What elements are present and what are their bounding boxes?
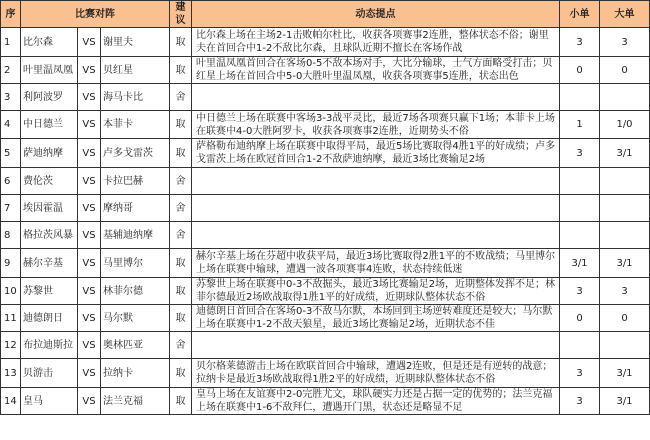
row-num: 7 <box>1 195 21 222</box>
vs-label: VS <box>78 84 101 111</box>
row-num: 9 <box>1 249 21 278</box>
notes-cell: 皇马上场在友谊赛中2-0完胜尤文，球队硬实力还是占据一定的优势的；法兰克福上场在联赛中1-6不敌拜仁，遭遇开门黑，状态还是略显不足 <box>192 388 560 415</box>
row-num: 11 <box>1 305 21 332</box>
notes-cell: 苏黎世上场在联赛中0-3不敌掘头，最近3场比赛输足2场，近期整体发挥不足；林菲尔德最近2场欧战取得1胜1平的好成绩，近期球队整体状态不俗 <box>192 278 560 305</box>
small-odds <box>560 332 600 359</box>
notes-cell: 迪德朗日首回合在客场0-3不敌马尔默，本场回到主场逆转难度还是较大；马尔默上场在联赛中1-2不敌天狼星，最近3场比赛输足2场，近期状态不佳 <box>192 305 560 332</box>
notes-cell: 中日德兰上场在联赛中客场3-3战平灵比，最近7场各项赛只赢下1场；本菲卡上场在联赛中4-0大胜阿罗卡，收获各项赛事2连胜，近期势头不俗 <box>192 111 560 139</box>
big-odds: 0 <box>600 305 650 332</box>
vs-label: VS <box>78 139 101 168</box>
big-odds: 3/1 <box>600 388 650 415</box>
away-team: 海马卡比 <box>101 84 170 111</box>
table-row <box>1 57 650 84</box>
notes-cell: 叶里温凤凰首回合在客场0-5不敌本场对手，大比分输球，士气方面略受打击；贝红星上场在首回合中5-0大胜叶里温凤凰，收获各项赛事5连胜，状态出色 <box>192 57 560 84</box>
away-team: 谢里夫 <box>101 28 170 57</box>
advice-cell: 取 <box>170 278 192 305</box>
table-row <box>1 139 650 168</box>
row-num: 13 <box>1 359 21 388</box>
small-odds <box>560 84 600 111</box>
big-odds <box>600 195 650 222</box>
table-row <box>1 111 650 139</box>
home-team: 利阿波罗 <box>21 84 78 111</box>
row-num: 4 <box>1 111 21 139</box>
notes-cell: 赫尔辛基上场在芬超中收获平局，最近3场比赛取得2胜1平的不败战绩；马里博尔上场在联赛中输球，遭遇一波各项赛事4连败，状态持续低迷 <box>192 249 560 278</box>
big-odds: 3/1 <box>600 249 650 278</box>
header-big: 大单 <box>600 1 650 28</box>
header-advice: 建议 <box>170 1 192 28</box>
small-odds: 3/1 <box>560 249 600 278</box>
small-odds: 3 <box>560 278 600 305</box>
vs-label: VS <box>78 249 101 278</box>
away-team: 拉纳卡 <box>101 359 170 388</box>
home-team: 迪德朗日 <box>21 305 78 332</box>
small-odds <box>560 168 600 195</box>
vs-label: VS <box>78 359 101 388</box>
advice-cell: 取 <box>170 28 192 57</box>
big-odds: 1/0 <box>600 111 650 139</box>
vs-label: VS <box>78 388 101 415</box>
table-row <box>1 359 650 388</box>
small-odds: 0 <box>560 305 600 332</box>
home-team: 皇马 <box>21 388 78 415</box>
small-odds: 3 <box>560 139 600 168</box>
vs-label: VS <box>78 168 101 195</box>
home-team: 比尔森 <box>21 28 78 57</box>
row-num: 3 <box>1 84 21 111</box>
away-team: 卢多戈雷茨 <box>101 139 170 168</box>
away-team: 马里博尔 <box>101 249 170 278</box>
small-odds: 3 <box>560 388 600 415</box>
away-team: 基辅迪纳摩 <box>101 222 170 249</box>
vs-label: VS <box>78 28 101 57</box>
home-team: 中日德兰 <box>21 111 78 139</box>
big-odds <box>600 168 650 195</box>
small-odds <box>560 222 600 249</box>
home-team: 贝游击 <box>21 359 78 388</box>
header-row <box>1 1 650 28</box>
small-odds <box>560 195 600 222</box>
row-num: 8 <box>1 222 21 249</box>
table-row <box>1 388 650 415</box>
row-num: 12 <box>1 332 21 359</box>
header-notes: 动态提点 <box>192 1 560 28</box>
big-odds <box>600 222 650 249</box>
away-team: 奥林匹亚 <box>101 332 170 359</box>
big-odds: 3 <box>600 278 650 305</box>
row-num: 14 <box>1 388 21 415</box>
big-odds: 3 <box>600 28 650 57</box>
vs-label: VS <box>78 195 101 222</box>
table-row <box>1 249 650 278</box>
advice-cell: 取 <box>170 57 192 84</box>
small-odds: 1 <box>560 111 600 139</box>
big-odds <box>600 332 650 359</box>
vs-label: VS <box>78 332 101 359</box>
advice-cell: 舍 <box>170 195 192 222</box>
table-row <box>1 278 650 305</box>
notes-cell: 贝尔格莱德游击上场在欧联首回合中输球，遭遇2连败，但是还是有逆转的战意；拉纳卡是最近3场欧战取得1胜2平的好成绩，近期球队整体状态不俗 <box>192 359 560 388</box>
big-odds: 0 <box>600 57 650 84</box>
notes-cell <box>192 168 560 195</box>
small-odds: 3 <box>560 28 600 57</box>
notes-cell: 比尔森上场在主场2-1击败帕尔杜比，收获各项赛事2连胜，整体状态不俗；谢里夫在首回合中1-2不敌比尔森，且球队近期不擅长在客场作战 <box>192 28 560 57</box>
vs-label: VS <box>78 278 101 305</box>
vs-label: VS <box>78 305 101 332</box>
table-row <box>1 305 650 332</box>
row-num: 6 <box>1 168 21 195</box>
notes-cell <box>192 84 560 111</box>
vs-label: VS <box>78 222 101 249</box>
row-num: 10 <box>1 278 21 305</box>
away-team: 贝红星 <box>101 57 170 84</box>
advice-cell: 取 <box>170 139 192 168</box>
home-team: 叶里温凤凰 <box>21 57 78 84</box>
away-team: 摩纳哥 <box>101 195 170 222</box>
home-team: 埃因霍温 <box>21 195 78 222</box>
table-row <box>1 332 650 359</box>
big-odds: 3/1 <box>600 359 650 388</box>
home-team: 萨迪纳摩 <box>21 139 78 168</box>
table-row <box>1 222 650 249</box>
vs-label: VS <box>78 57 101 84</box>
vs-label: VS <box>78 111 101 139</box>
small-odds: 0 <box>560 57 600 84</box>
advice-cell: 取 <box>170 359 192 388</box>
advice-cell: 舍 <box>170 168 192 195</box>
home-team: 格拉茨风暴 <box>21 222 78 249</box>
home-team: 布拉迪斯拉 <box>21 332 78 359</box>
advice-cell: 舍 <box>170 84 192 111</box>
table-row <box>1 168 650 195</box>
header-match: 比赛对阵 <box>21 1 170 28</box>
header-small: 小单 <box>560 1 600 28</box>
notes-cell <box>192 332 560 359</box>
table-row <box>1 28 650 57</box>
big-odds: 3/1 <box>600 139 650 168</box>
row-num: 2 <box>1 57 21 84</box>
advice-cell: 取 <box>170 249 192 278</box>
home-team: 苏黎世 <box>21 278 78 305</box>
away-team: 法兰克福 <box>101 388 170 415</box>
advice-cell: 舍 <box>170 222 192 249</box>
small-odds: 3 <box>560 359 600 388</box>
away-team: 卡拉巴赫 <box>101 168 170 195</box>
notes-cell: 萨格勒布迪纳摩上场在联赛中取得平局，最近5场比赛取得4胜1平的好成绩；卢多戈雷茨上场在欧冠首回合1-2不敌萨迪纳摩，最近3场比赛输足2场 <box>192 139 560 168</box>
header-num: 序 <box>1 1 21 28</box>
advice-cell: 舍 <box>170 332 192 359</box>
away-team: 本菲卡 <box>101 111 170 139</box>
table-row <box>1 84 650 111</box>
advice-cell: 取 <box>170 388 192 415</box>
advice-cell: 取 <box>170 305 192 332</box>
row-num: 5 <box>1 139 21 168</box>
notes-cell <box>192 222 560 249</box>
away-team: 林菲尔德 <box>101 278 170 305</box>
big-odds <box>600 84 650 111</box>
home-team: 赫尔辛基 <box>21 249 78 278</box>
table-row <box>1 195 650 222</box>
away-team: 马尔默 <box>101 305 170 332</box>
row-num: 1 <box>1 28 21 57</box>
home-team: 费伦茨 <box>21 168 78 195</box>
notes-cell <box>192 195 560 222</box>
advice-cell: 取 <box>170 111 192 139</box>
